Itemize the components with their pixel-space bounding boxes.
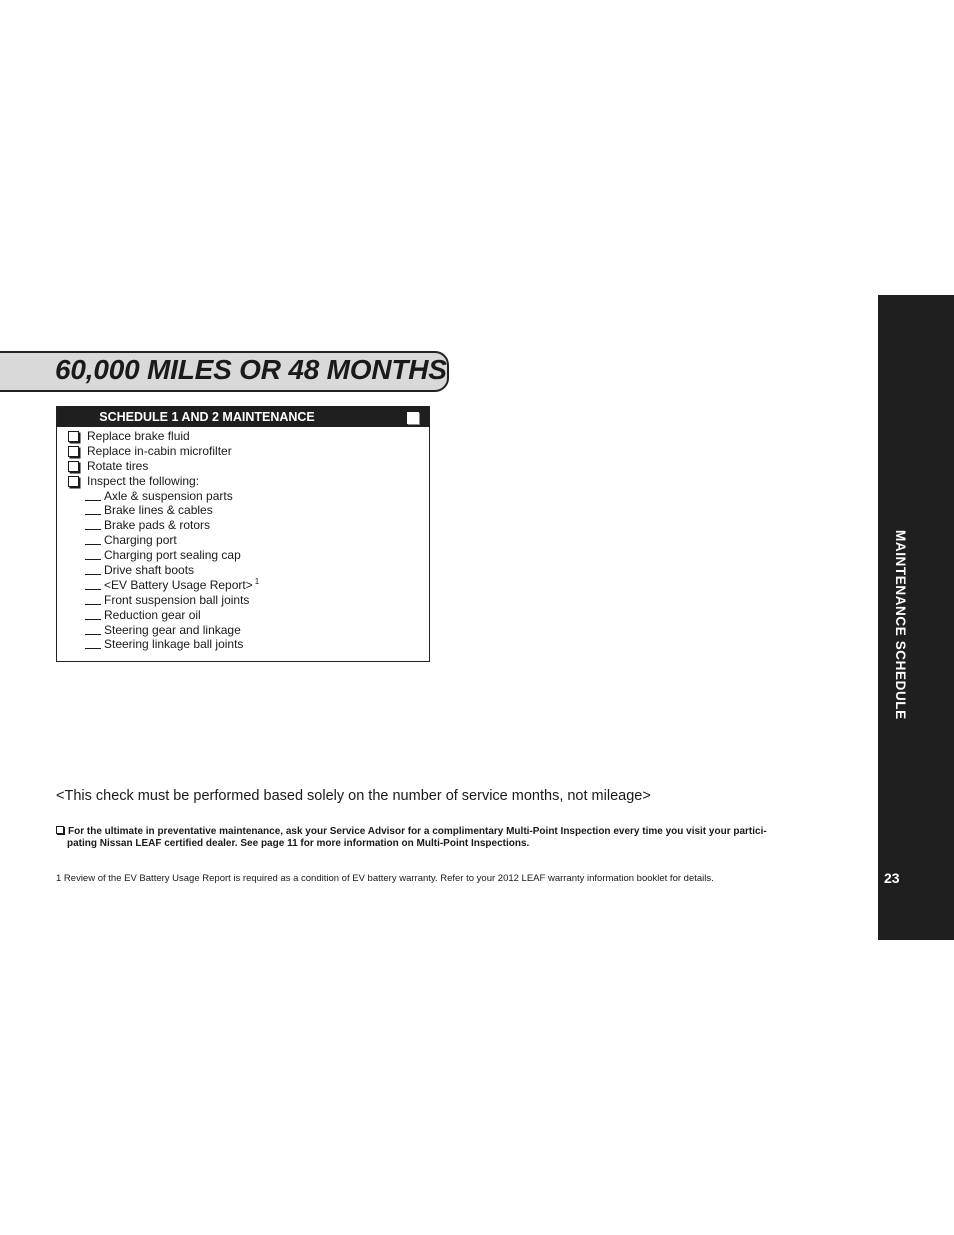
footnote: 1 Review of the EV Battery Usage Report is required as a condition of EV battery warranty. Refer to your 2012 LEAF warranty information booklet for details. bbox=[56, 873, 714, 884]
footnote-marker: 1 bbox=[254, 576, 260, 586]
item-label: Charging port sealing cap bbox=[104, 548, 241, 563]
item-label: Brake lines & cables bbox=[104, 503, 213, 518]
item-label: Brake pads & rotors bbox=[104, 518, 211, 533]
blank-line[interactable] bbox=[85, 544, 101, 545]
item-label: Axle & suspension parts bbox=[104, 488, 233, 503]
item-label: <EV Battery Usage Report> bbox=[104, 577, 253, 592]
blank-line[interactable] bbox=[85, 559, 101, 560]
maintenance-list bbox=[57, 429, 259, 652]
inspect-item bbox=[57, 489, 259, 504]
item-label: Rotate tires bbox=[87, 458, 149, 473]
page-number: 23 bbox=[884, 870, 900, 886]
schedule-header-label: SCHEDULE 1 AND 2 MAINTENANCE bbox=[99, 410, 315, 424]
inspect-item bbox=[57, 608, 259, 623]
blank-line[interactable] bbox=[85, 514, 101, 515]
list-item bbox=[57, 474, 259, 489]
item-label: Replace in-cabin microfilter bbox=[87, 443, 232, 458]
item-label: Steering linkage ball joints bbox=[104, 637, 244, 652]
list-item bbox=[57, 459, 259, 474]
item-label: Inspect the following: bbox=[87, 473, 200, 488]
checkbox-icon[interactable] bbox=[68, 461, 79, 472]
checkbox-icon[interactable] bbox=[68, 476, 79, 487]
inspect-item bbox=[57, 518, 259, 533]
blank-line[interactable] bbox=[85, 648, 101, 649]
item-label: Front suspension ball joints bbox=[104, 592, 250, 607]
blank-line[interactable] bbox=[85, 619, 101, 620]
multi-point-tip bbox=[56, 826, 846, 850]
blank-line[interactable] bbox=[85, 634, 101, 635]
page-title: 60,000 MILES OR 48 MONTHS bbox=[55, 354, 447, 385]
list-item bbox=[57, 444, 259, 459]
inspect-item bbox=[57, 593, 259, 608]
blank-line[interactable] bbox=[85, 589, 101, 590]
section-tab-label: MAINTENANCE SCHEDULE bbox=[893, 530, 908, 720]
tip-line-1: For the ultimate in preventative maintenance, ask your Service Advisor for a complimentary Multi-Point Inspection every time you visit your partici- bbox=[68, 826, 767, 837]
inspect-item bbox=[57, 563, 259, 578]
inspect-item bbox=[57, 503, 259, 518]
blank-line[interactable] bbox=[85, 604, 101, 605]
item-label: Drive shaft boots bbox=[104, 563, 195, 578]
list-item bbox=[57, 429, 259, 444]
inspect-item bbox=[57, 548, 259, 563]
schedule-box bbox=[56, 406, 430, 662]
item-label: Replace brake fluid bbox=[87, 429, 190, 443]
header-checkbox-icon[interactable] bbox=[407, 412, 419, 424]
tip-line-2: pating Nissan LEAF certified dealer. See page 11 for more information on Multi-Point Inspections. bbox=[67, 838, 530, 849]
item-label: Charging port bbox=[104, 533, 177, 548]
inspect-item bbox=[57, 578, 259, 593]
section-tab bbox=[878, 295, 954, 940]
blank-line[interactable] bbox=[85, 574, 101, 575]
inspect-item bbox=[57, 637, 259, 652]
checkbox-icon bbox=[56, 826, 64, 834]
item-label: Reduction gear oil bbox=[104, 607, 201, 622]
checkbox-icon[interactable] bbox=[68, 431, 79, 442]
checkbox-icon[interactable] bbox=[68, 446, 79, 457]
item-label: Steering gear and linkage bbox=[104, 622, 241, 637]
months-note: <This check must be performed based solely on the number of service months, not mileage> bbox=[56, 788, 651, 804]
inspect-item bbox=[57, 623, 259, 638]
blank-line[interactable] bbox=[85, 529, 101, 530]
blank-line[interactable] bbox=[85, 500, 101, 501]
inspect-item bbox=[57, 533, 259, 548]
schedule-header bbox=[57, 407, 429, 427]
